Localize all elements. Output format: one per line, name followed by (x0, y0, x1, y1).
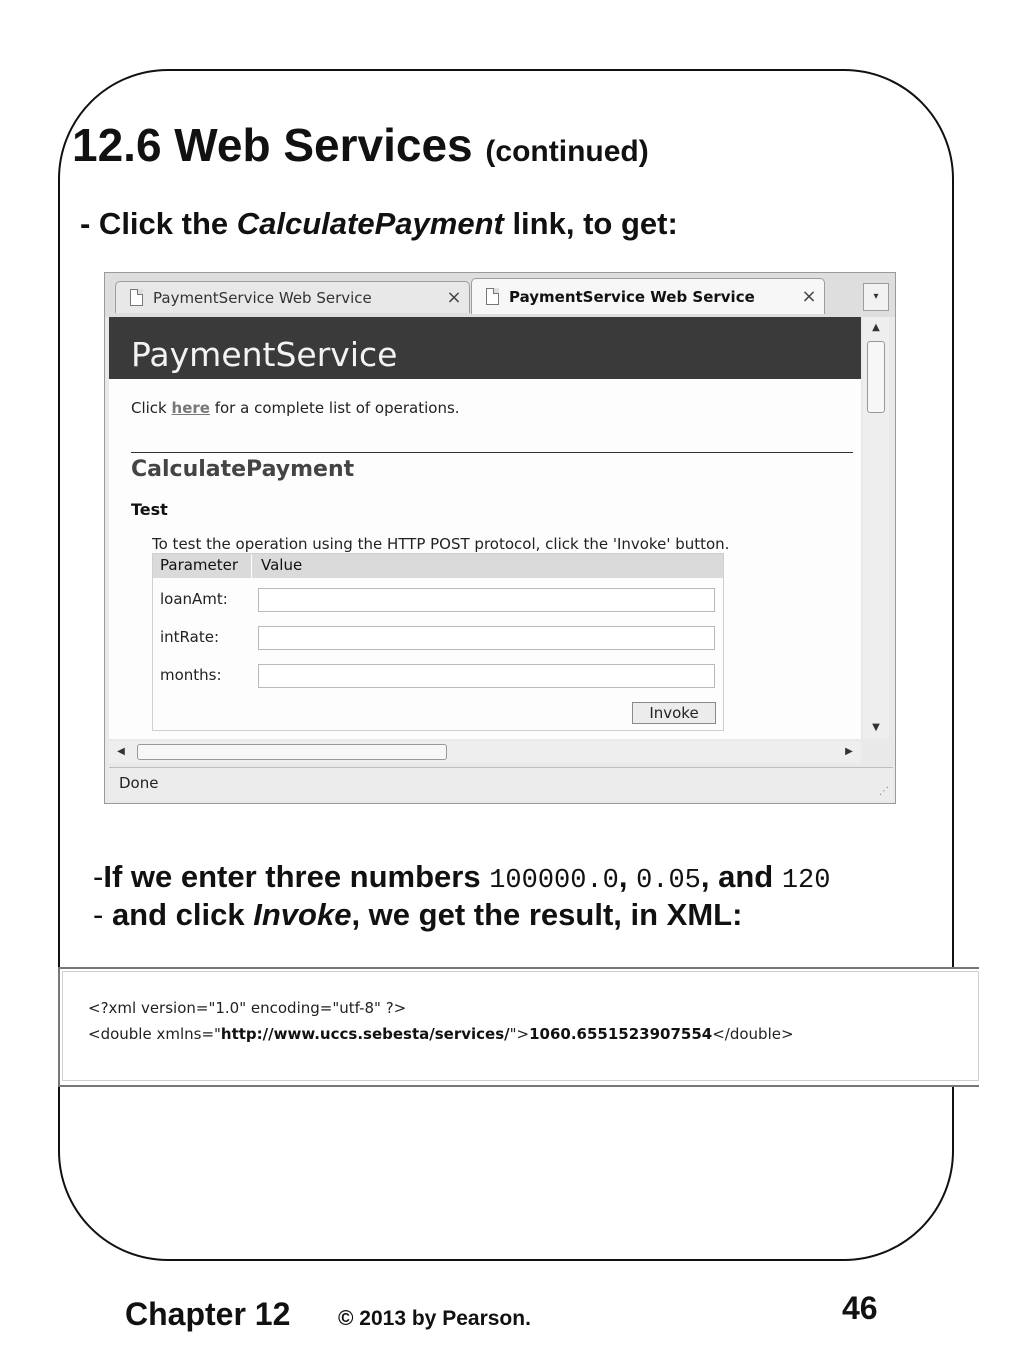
param-label-loanamt: loanAmt: (160, 590, 228, 608)
loanamt-input[interactable] (258, 588, 715, 612)
status-text: Done (119, 774, 159, 792)
bullet-enter-numbers: -If we enter three numbers 100000.0, 0.05, and 120 (93, 859, 831, 896)
close-icon[interactable]: × (446, 287, 462, 308)
operation-name: CalculatePayment (131, 457, 355, 482)
number-months: 120 (781, 866, 831, 896)
status-bar (109, 767, 893, 801)
param-label-months: months: (160, 666, 222, 684)
xml-result-value: 1060.6551523907554 (529, 1025, 713, 1043)
page-number: 46 (842, 1290, 878, 1326)
horizontal-scrollbar[interactable] (109, 741, 861, 763)
bullet-click-link: - Click the CalculatePayment link, to get: (80, 206, 678, 241)
xml-namespace: http://www.uccs.sebesta/services/ (220, 1025, 510, 1043)
test-description: To test the operation using the HTTP POST protocol, click the 'Invoke' button. (152, 535, 730, 553)
tab-paymentservice-1[interactable]: PaymentService Web Service × (115, 281, 470, 313)
close-icon[interactable]: × (801, 286, 817, 307)
bullet-click-invoke: - and click Invoke, we get the result, in XML: (93, 897, 743, 932)
param-label-intrate: intRate: (160, 628, 220, 646)
scroll-right-icon[interactable]: ▶ (845, 746, 853, 757)
parameter-table-header (153, 554, 723, 578)
months-input[interactable] (258, 664, 715, 688)
xml-declaration: <?xml version="1.0" encoding="utf-8" ?> (88, 999, 407, 1017)
dropdown-arrow-icon[interactable]: ▾ (863, 283, 889, 311)
page-viewport (109, 317, 861, 739)
parameter-table (152, 553, 724, 731)
document-icon (130, 289, 143, 306)
service-title: PaymentService (131, 335, 398, 374)
number-rate: 0.05 (636, 866, 701, 896)
scroll-down-icon[interactable]: ▼ (872, 722, 880, 733)
xml-result (58, 967, 979, 1087)
tab-paymentservice-2-active[interactable]: PaymentService Web Service × (471, 278, 825, 314)
header-parameter: Parameter (160, 556, 239, 574)
slide-title-sub: (continued) (485, 135, 649, 168)
footer-chapter: Chapter 12 (125, 1296, 291, 1332)
tab-bar (105, 273, 895, 317)
document-icon (486, 288, 499, 305)
header-value: Value (261, 556, 303, 574)
browser-window (104, 272, 896, 804)
intrate-input[interactable] (258, 626, 715, 650)
test-heading: Test (131, 500, 168, 519)
invoke-button[interactable]: Invoke (632, 702, 716, 724)
vertical-scrollbar[interactable] (863, 317, 889, 739)
vertical-scroll-thumb[interactable] (867, 341, 885, 413)
slide-title: 12.6 Web Services (continued) (72, 119, 649, 171)
number-loan: 100000.0 (489, 866, 619, 896)
operations-link[interactable]: here (171, 399, 210, 417)
footer-copyright: © 2013 by Pearson. (338, 1307, 531, 1330)
scroll-up-icon[interactable]: ▲ (872, 322, 880, 333)
xml-double-element: <double xmlns="http://www.uccs.sebesta/services/">1060.6551523907554</double> (88, 1025, 794, 1043)
service-banner (109, 317, 861, 379)
scroll-left-icon[interactable]: ◀ (117, 746, 125, 757)
divider (131, 452, 853, 453)
resize-grip-icon[interactable]: ⋰ (879, 786, 889, 797)
horizontal-scroll-thumb[interactable] (137, 744, 447, 760)
intro-text: Click here for a complete list of operations. (131, 399, 460, 417)
